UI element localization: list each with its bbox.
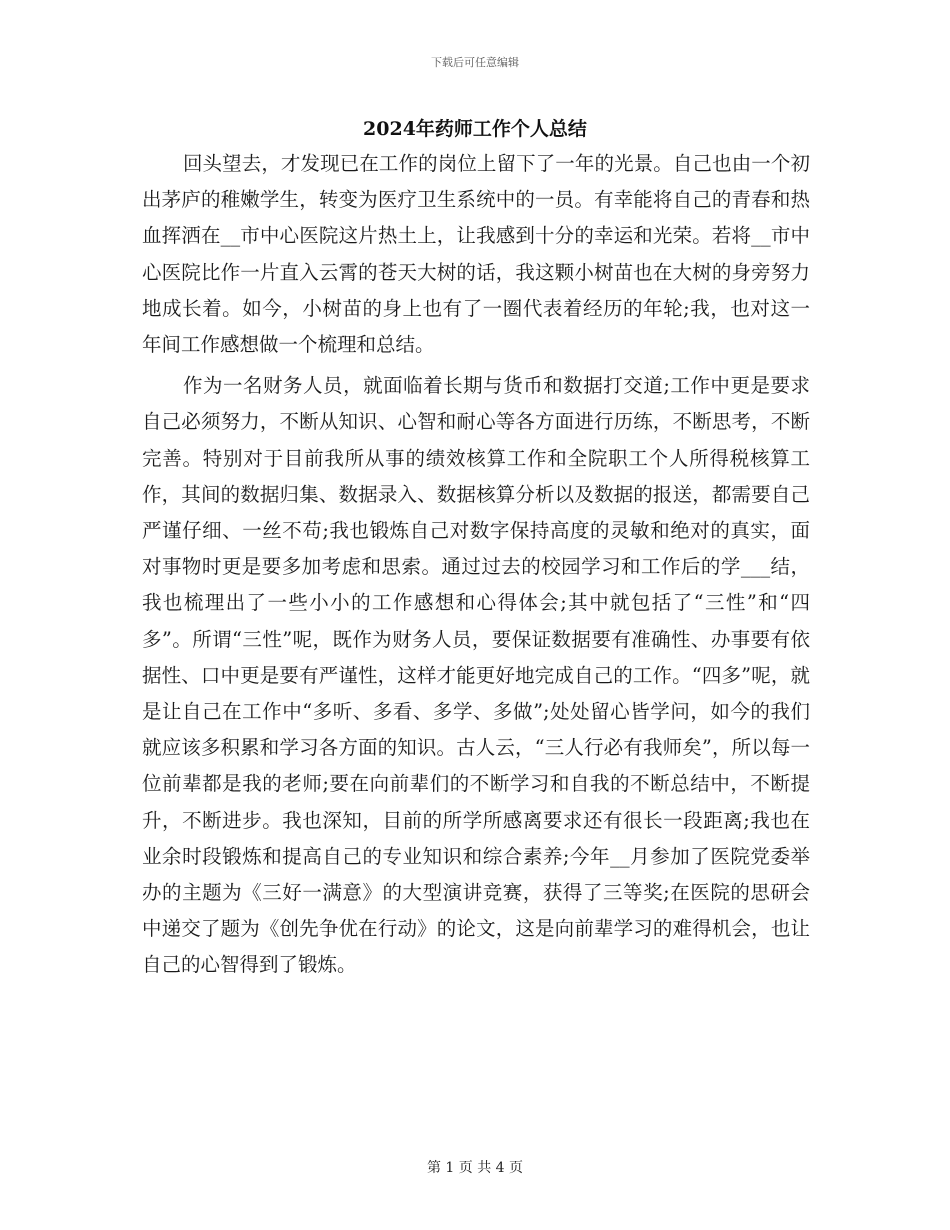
paragraph-1: 回头望去，才发现已在工作的岗位上留下了一年的光景。自己也由一个初出茅庐的稚嫩学生，转变为医疗卫生系统中的一员。有幸能将自己的青春和热血挥洒在__市中心医院这片热土上，让我感到十分的幸运和光荣。若将__市中心医院比作一片直入云霄的苍天大树的话，我这颗小树苗也在大树的身旁努力地成长着。如今，小树苗的身上也有了一圈代表着经历的年轮;我，也对这一年间工作感想做一个梳理和总结。 [142,152,810,357]
page-number: 第 1 页 共 4 页 [426,1160,524,1176]
document-title: 2024年药师工作个人总结 [363,118,587,140]
paragraph-2: 作为一名财务人员，就面临着长期与货币和数据打交道;工作中更是要求自己必须努力，不断从知识、心智和耐心等各方面进行历练，不断思考，不断完善。特别对于目前我所从事的绩效核算工作和全院职工个人所得税核算工作，其间的数据归集、数据录入、数据核算分析以及数据的报送，都需要自己严谨仔细、一丝不苟;我也锻炼自己对数字保持高度的灵敏和绝对的真实，面对事物时更是要多加考虑和思索。通过过去的校园学习和工作后的学___结，我也梳理出了一些小小的工作感想和心得体会;其中就包括了“三性”和“四多”。所谓“三性”呢，既作为财务人员，要保证数据要有准确性、办事要有依据性、口中更是要有严谨性，这样才能更好地完成自己的工作。“四多”呢，就是让自己在工作中“多听、多看、多学、多做”;处处留心皆学问，如今的我们就应该多积累和学习各方面的知识。古人云，“三人行必有我师矣”，所以每一位前辈都是我的老师;要在向前辈们的不断学习和自我的不断总结中，不断提升，不断进步。我也深知，目前的所学所感离要求还有很长一段距离;我也在业余时段锻炼和提高自己的专业知识和综合素养;今年__月参加了医院党委举办的主题为《三好一满意》的大型演讲竞赛，获得了三等奖;在医院的思研会中递交了题为《创先争优在行动》的论文，这是向前辈学习的难得机会，也让自己的心智得到了锻炼。 [142,374,810,977]
header-note: 下载后可任意编辑 [431,56,519,69]
document-body [142,146,810,989]
